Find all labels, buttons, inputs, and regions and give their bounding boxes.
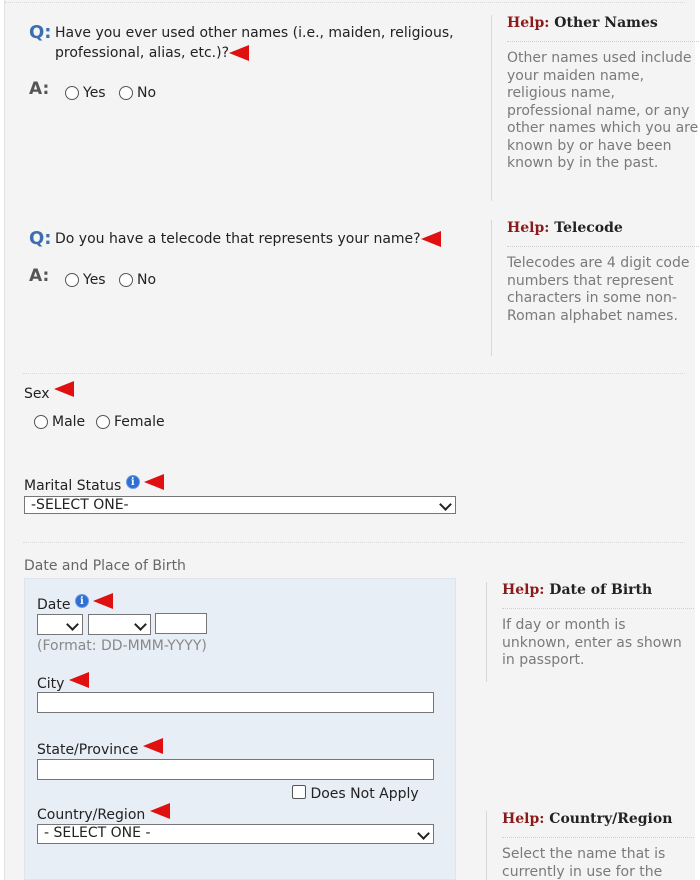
help-text: Other names used include your maiden name, religious name, professional name, or any other names which you are known by or have been known by in the past.	[507, 50, 699, 171]
help-title	[507, 15, 699, 42]
question-text-line2: professional, alias, etc.)?	[55, 45, 230, 61]
birth-state-input[interactable]	[37, 759, 434, 780]
birth-section-title: Date and Place of Birth	[24, 558, 186, 574]
marital-label-row	[24, 474, 164, 494]
other-names-yes-option[interactable]	[65, 85, 106, 101]
state-label-row	[37, 738, 163, 758]
question-text: Do you have a telecode that represents your name?	[55, 231, 421, 247]
required-flag-icon	[54, 381, 74, 397]
sex-female-radio[interactable]	[96, 415, 110, 429]
marital-status-select[interactable]	[24, 496, 456, 514]
help-title	[502, 582, 694, 609]
does-not-apply-option[interactable]	[292, 784, 419, 800]
birth-day-select[interactable]	[37, 614, 83, 635]
required-flag-icon	[69, 672, 89, 688]
sex-male-option[interactable]	[34, 414, 85, 430]
city-label-row	[37, 672, 89, 692]
question-marker: Q:	[29, 22, 52, 43]
help-text: If day or month is unknown, enter as shown in passport.	[502, 617, 682, 668]
help-title	[507, 220, 699, 247]
help-date-of-birth	[486, 582, 694, 682]
required-flag-icon	[229, 45, 249, 61]
telecode-no-option[interactable]	[119, 272, 156, 288]
info-icon[interactable]: i	[126, 475, 140, 489]
sex-male-label: Male	[52, 414, 86, 430]
info-icon[interactable]: i	[75, 594, 89, 608]
sex-female-option[interactable]	[96, 414, 165, 430]
question-text-line1: Have you ever used other names (i.e., maiden, religious,	[55, 25, 454, 41]
other-names-no-radio[interactable]	[119, 86, 133, 100]
state-label: State/Province	[37, 742, 139, 758]
help-telecode	[491, 220, 699, 356]
other-names-yes-radio[interactable]	[65, 86, 79, 100]
help-keyword: Help:	[502, 811, 545, 827]
help-text: Select the name that is currently in use for the	[502, 846, 666, 880]
help-topic: Date of Birth	[549, 582, 653, 598]
question-telecode-text	[55, 229, 475, 249]
birth-country-select[interactable]	[37, 824, 434, 844]
chevron-down-icon	[66, 618, 79, 631]
other-names-no-option[interactable]	[119, 85, 156, 101]
help-other-names	[491, 15, 699, 201]
help-title	[502, 811, 694, 838]
telecode-yes-option[interactable]	[65, 272, 106, 288]
required-flag-icon	[143, 738, 163, 754]
help-keyword: Help:	[502, 582, 545, 598]
section-divider	[23, 373, 685, 374]
birth-country-value: - SELECT ONE -	[44, 825, 151, 841]
help-keyword: Help:	[507, 220, 550, 236]
telecode-yes-label: Yes	[83, 272, 106, 288]
question-marker: Q:	[29, 228, 52, 249]
sex-label-row	[24, 386, 74, 402]
help-topic: Telecode	[554, 220, 623, 236]
help-text: Telecodes are 4 digit code numbers that represent characters in some non-Roman alphabet names.	[507, 255, 690, 324]
chevron-down-icon	[134, 618, 147, 631]
sex-male-radio[interactable]	[34, 415, 48, 429]
marital-status-label: Marital Status	[24, 478, 122, 494]
telecode-no-radio[interactable]	[119, 273, 133, 287]
marital-status-value: -SELECT ONE-	[31, 497, 129, 513]
question-telecode	[29, 228, 52, 249]
question-other-names-text	[55, 23, 475, 63]
birth-city-input[interactable]	[37, 692, 434, 713]
birth-year-input[interactable]	[155, 613, 207, 634]
required-flag-icon	[150, 803, 170, 819]
other-names-no-label: No	[137, 85, 157, 101]
answer-marker: A:	[29, 266, 50, 286]
answer-marker-other-names	[29, 79, 49, 99]
required-flag-icon	[421, 231, 441, 247]
country-label-row	[37, 803, 170, 823]
help-topic: Other Names	[554, 15, 658, 31]
help-topic: Country/Region	[549, 811, 673, 827]
sex-label: Sex	[24, 386, 50, 402]
date-label: Date	[37, 597, 71, 613]
telecode-yes-radio[interactable]	[65, 273, 79, 287]
sex-female-label: Female	[114, 414, 165, 430]
city-label: City	[37, 676, 65, 692]
chevron-down-icon	[439, 498, 452, 511]
telecode-no-label: No	[137, 272, 157, 288]
section-divider	[23, 542, 685, 543]
answer-marker: A:	[29, 79, 50, 99]
birth-month-select[interactable]	[88, 614, 151, 635]
date-label-row	[37, 593, 113, 613]
required-flag-icon	[144, 474, 164, 490]
required-flag-icon	[93, 593, 113, 609]
date-format-hint: (Format: DD-MMM-YYYY)	[37, 638, 207, 654]
other-names-yes-label: Yes	[83, 85, 106, 101]
answer-marker-telecode	[29, 266, 49, 286]
does-not-apply-checkbox[interactable]	[292, 785, 306, 799]
help-country-region	[486, 811, 694, 880]
question-other-names	[29, 22, 52, 43]
does-not-apply-label: Does Not Apply	[310, 786, 419, 802]
chevron-down-icon	[417, 827, 430, 840]
top-divider	[5, 2, 685, 3]
country-label: Country/Region	[37, 807, 146, 823]
help-keyword: Help:	[507, 15, 550, 31]
